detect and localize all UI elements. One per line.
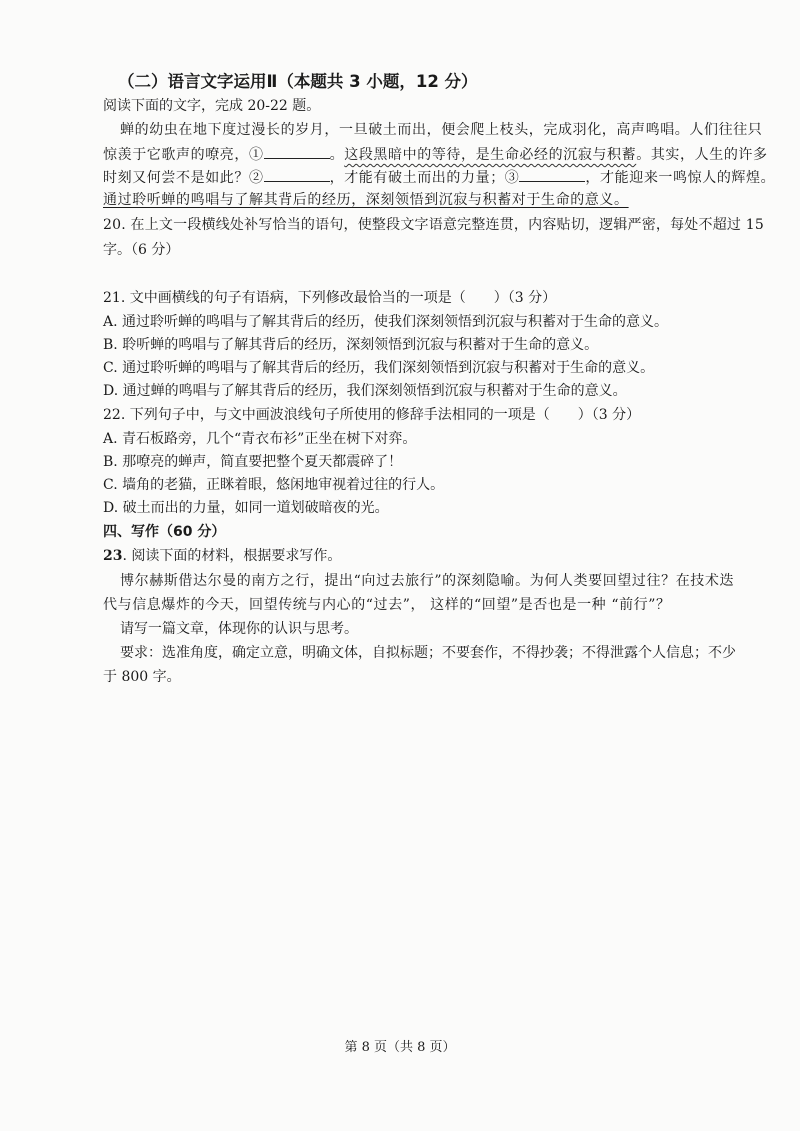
wavy-underlined-sentence: 这段黑暗中的等待，是生命必经的沉寂与积蓄 xyxy=(344,147,637,163)
blank-2[interactable] xyxy=(264,167,330,182)
passage-line-4 xyxy=(103,190,629,210)
q21-option-a[interactable]: A. 通过聆听蝉的鸣唱与了解其背后的经历，使我们深刻领悟到沉寂与积蓄对于生命的意义。 xyxy=(103,314,669,330)
q23-text: . 阅读下面的材料，根据要求写作。 xyxy=(122,548,342,564)
section-title: （二）语言文字运用Ⅱ（本题共 3 小题，12 分） xyxy=(118,72,478,91)
material-line-2: 代与信息爆炸的今天，回望传统与内心的“过去”， 这样的“回望”是否也是一种 “前行”？ xyxy=(103,597,671,613)
q21-option-b[interactable]: B. 聆听蝉的鸣唱与了解其背后的经历，深刻领悟到沉寂与积蓄对于生命的意义。 xyxy=(103,337,599,353)
writing-header: 四、写作（60 分） xyxy=(103,524,226,540)
q23-number: 23 xyxy=(103,548,123,564)
requirements-line-1: 要求：选准角度，确定立意，明确文体，自拟标题；不要套作，不得抄袭；不得泄露个人信息；不少 xyxy=(120,645,736,661)
q22-option-b[interactable]: B. 那嘹亮的蝉声，简直要把整个夏天都震碎了！ xyxy=(103,454,403,470)
page-footer: 第 8 页（共 8 页） xyxy=(344,1040,456,1055)
q22-stem: 22. 下列句子中，与文中画波浪线句子所使用的修辞手法相同的一项是（ ）（3 分） xyxy=(103,407,641,423)
passage-line-3-b: ，才能有破土而出的力量；③ xyxy=(329,170,520,186)
q22-option-c[interactable]: C. 墙角的老猫，正眯着眼，悠闲地审视着过往的行人。 xyxy=(103,477,445,493)
q21-option-c[interactable]: C. 通过聆听蝉的鸣唱与了解其背后的经历，我们深刻领悟到沉寂与积蓄对于生命的意义。 xyxy=(103,360,655,376)
q21-stem: 21. 文中画横线的句子有语病，下列修改最恰当的一项是（ ）（3 分） xyxy=(103,290,557,306)
passage-line-2-c: 。其实，人生的许多 xyxy=(636,147,768,163)
passage-line-1: 蝉的幼虫在地下度过漫长的岁月，一旦破土而出，便会爬上枝头，完成羽化，高声鸣唱。人们往往只 xyxy=(120,122,763,138)
q20-line-1: 20. 在上文一段横线处补写恰当的语句，使整段文字语意完整连贯，内容贴切，逻辑严密，每处不超过 15 xyxy=(103,217,764,233)
blank-3[interactable] xyxy=(519,167,585,182)
passage-line-2-b: 。 xyxy=(329,147,345,163)
passage-line-3-a: 时刻又何尝不是如此？② xyxy=(103,170,264,186)
q22-option-d[interactable]: D. 破土而出的力量，如同一道划破暗夜的光。 xyxy=(103,500,389,516)
material-line-3: 请写一篇文章，体现你的认识与思考。 xyxy=(120,621,358,637)
passage-line-2 xyxy=(103,144,768,165)
material-line-1: 博尔赫斯借达尔曼的南方之行，提出“向过去旅行”的深刻隐喻。为何人类要回望过往？在技术迭 xyxy=(120,573,735,589)
requirements-line-2: 于 800 字。 xyxy=(103,669,181,685)
straight-underlined-sentence: 通过聆听蝉的鸣唱与了解其背后的经历，深刻领悟到沉寂与积蓄对于生命的意义。 xyxy=(103,192,629,208)
passage-line-2-a: 惊羡于它歌声的嘹亮，① xyxy=(103,147,264,163)
q23-prompt xyxy=(103,546,341,566)
instruction: 阅读下面的文字，完成 20-22 题。 xyxy=(103,98,321,114)
q21-option-d[interactable]: D. 通过蝉的鸣唱与了解其背后的经历，我们深刻领悟到沉寂与积蓄对于生命的意义。 xyxy=(103,383,627,399)
passage-line-3 xyxy=(103,167,775,188)
blank-1[interactable] xyxy=(264,144,330,159)
q22-option-a[interactable]: A. 青石板路旁，几个“青衣布衫”正坐在树下对弈。 xyxy=(103,431,417,447)
passage-line-3-c: ，才能迎来一鸣惊人的辉煌。 xyxy=(585,170,776,186)
q20-line-2: 字。（6 分） xyxy=(103,242,180,258)
